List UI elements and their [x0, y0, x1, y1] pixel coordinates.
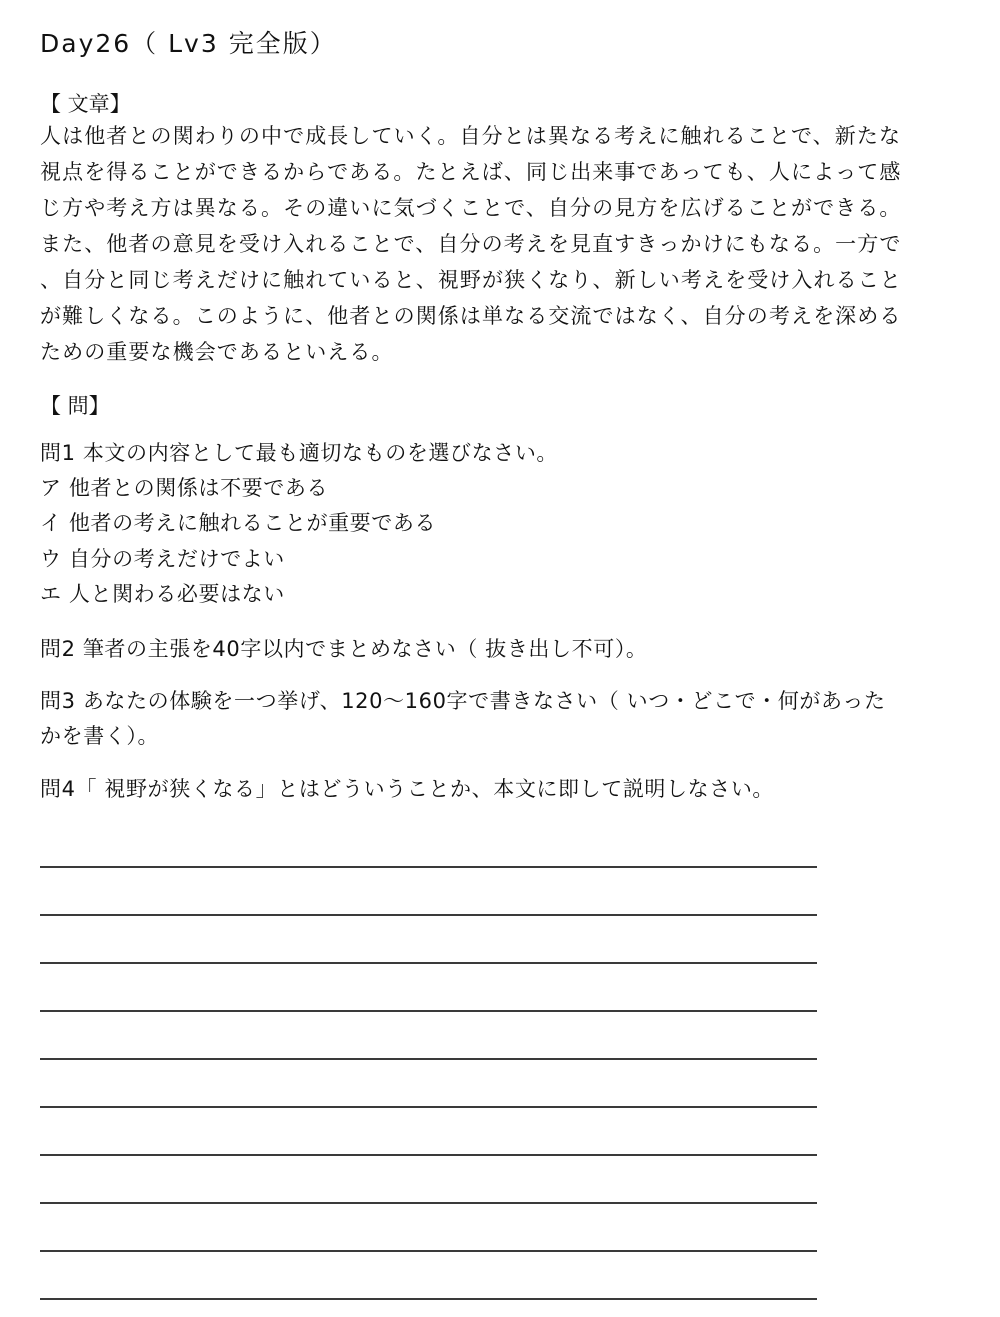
answer-line[interactable] — [40, 962, 817, 964]
answer-line[interactable] — [40, 1058, 817, 1060]
choice-e: エ 人と関わる必要はない — [40, 582, 285, 606]
answer-line[interactable] — [40, 1154, 817, 1156]
passage-heading: 【 文章】 — [40, 92, 131, 116]
question-3-line-2: かを書く）。 — [40, 724, 160, 748]
questions-heading: 【 問】 — [40, 394, 110, 418]
answer-line[interactable] — [40, 1010, 817, 1012]
choice-u: ウ 自分の考えだけでよい — [40, 547, 285, 571]
question-2: 問2 筆者の主張を40字以内でまとめなさい（ 抜き出し不可）。 — [40, 637, 648, 661]
passage-line: ための重要な機会であるといえる。 — [40, 340, 394, 364]
passage-line: じ方や考え方は異なる。その違いに気づくことで、自分の見方を広げることができる。 — [40, 196, 902, 220]
passage-line: が難しくなる。このように、他者との関係は単なる交流ではなく、自分の考えを深める — [40, 304, 902, 328]
question-3-line-1: 問3 あなたの体験を一つ挙げ、120～160字で書きなさい（ いつ・どこで・何があった — [40, 689, 886, 713]
answer-line[interactable] — [40, 1250, 817, 1252]
answer-line[interactable] — [40, 1106, 817, 1108]
question-1: 問1 本文の内容として最も適切なものを選びなさい。 — [40, 441, 559, 465]
passage-body — [40, 118, 990, 370]
answer-line[interactable] — [40, 1202, 817, 1204]
page-title: Day26（ Lv3 完全版） — [40, 29, 337, 58]
question-4: 問4「 視野が狭くなる」とはどういうことか、本文に即して説明しなさい。 — [40, 777, 775, 801]
answer-line[interactable] — [40, 914, 817, 916]
passage-line: 人は他者との関わりの中で成長していく。自分とは異なる考えに触れることで、新たな — [40, 124, 902, 148]
passage-line: 、自分と同じ考えだけに触れていると、視野が狭くなり、新しい考えを受け入れること — [40, 268, 902, 292]
choice-a: ア 他者との関係は不要である — [40, 476, 329, 500]
choice-i: イ 他者の考えに触れることが重要である — [40, 511, 437, 535]
passage-line: 視点を得ることができるからである。たとえば、同じ出来事であっても、人によって感 — [40, 160, 902, 184]
answer-line[interactable] — [40, 1298, 817, 1300]
passage-line: また、他者の意見を受け入れることで、自分の考えを見直すきっかけにもなる。一方で — [40, 232, 902, 256]
answer-line[interactable] — [40, 866, 817, 868]
